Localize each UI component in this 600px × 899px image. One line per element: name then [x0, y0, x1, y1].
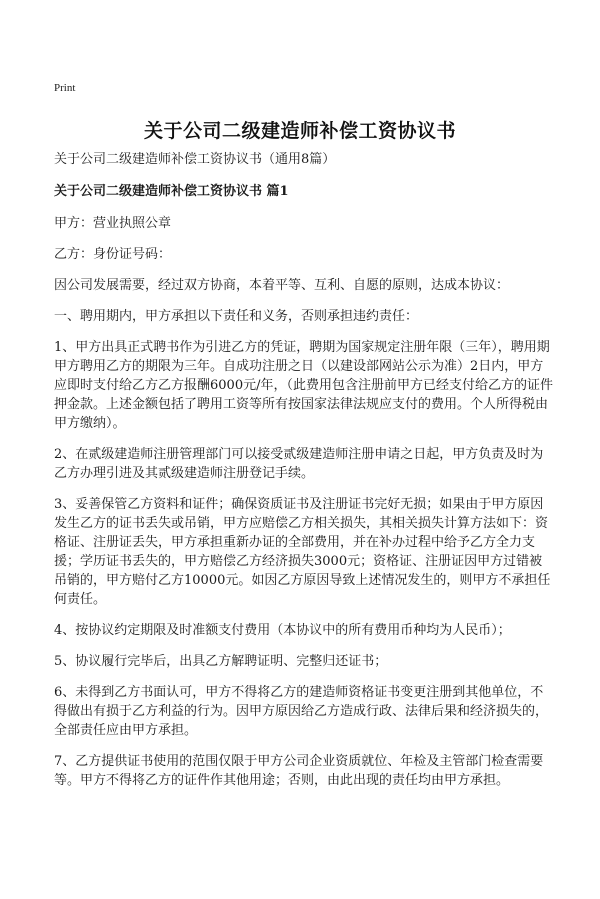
- clause-item-5: 5、协议履行完毕后，出具乙方解聘证明、完整归还证书；: [54, 654, 388, 669]
- section-heading: 关于公司二级建造师补偿工资协议书 篇1: [54, 184, 289, 199]
- clause-item-4: 4、按协议约定期限及时准额支付费用（本协议中的所有费用币种均为人民币）；: [54, 623, 511, 638]
- document-title: 关于公司二级建造师补偿工资协议书: [143, 120, 456, 142]
- clause-item-6: 6、未得到乙方书面认可，甲方不得将乙方的建造师资格证书变更注册到其他单位，不得做出有损于乙方利益的行为。因甲方原因给乙方造成行政、法律后果和经济损失的，全部责任应由甲方承担。: [54, 685, 549, 738]
- clause-item-3: 3、妥善保管乙方资料和证件；确保资质证书及注册证书完好无损；如果由于甲方原因发生乙方的证书丢失或吊销，甲方应赔偿乙方相关损失，其相关损失计算方法如下：资格证、注册证丢失，甲方承担重新办证的全部费用，并在补办过程中给予乙方全力支援；学历证书丢失的，甲方赔偿乙方经济损失3000元；资格证、注册证因甲方过错被吊销的，甲方赔付乙方10000元。如因乙方原因导致上述情况发生的，则甲方不承担任何责任。: [54, 497, 551, 607]
- clause-item-7: 7、乙方提供证书使用的范围仅限于甲方公司企业资质就位、年检及主管部门检查需要等。甲方不得将乙方的证件作其他用途；否则，由此出现的责任均由甲方承担。: [54, 754, 544, 788]
- document-subtitle: 关于公司二级建造师补偿工资协议书（通用8篇）: [54, 152, 336, 167]
- party-b-line: 乙方：身份证号码：: [54, 247, 172, 262]
- party-a-line: 甲方：营业执照公章: [54, 216, 172, 231]
- intro-paragraph: 因公司发展需要，经过双方协商，本着平等、互利、自愿的原则，达成本协议：: [54, 278, 510, 293]
- clause-item-2: 2、在贰级建造师注册管理部门可以接受贰级建造师注册申请之日起，甲方负责及时为乙方办理引进及其贰级建造师注册登记手续。: [54, 447, 544, 481]
- clause-item-1: 1、甲方出具正式聘书作为引进乙方的凭证，聘期为国家规定注册年限（三年），聘用期甲方聘用乙方的期限为三年。自成功注册之日（以建设部网站公示为准）2日内，甲方应即时支付给乙方乙方报酬6000元/年，（此费用包含注册前甲方已经支付给乙方的证件押金款。上述金额包括了聘用工资等所有按国家法律法规应支付的费用。个人所得税由甲方缴纳）。: [54, 340, 553, 431]
- document-body: [54, 150, 554, 802]
- print-label: Print: [54, 82, 76, 94]
- clause-heading: 一、聘用期内，甲方承担以下责任和义务，否则承担违约责任：: [54, 309, 419, 324]
